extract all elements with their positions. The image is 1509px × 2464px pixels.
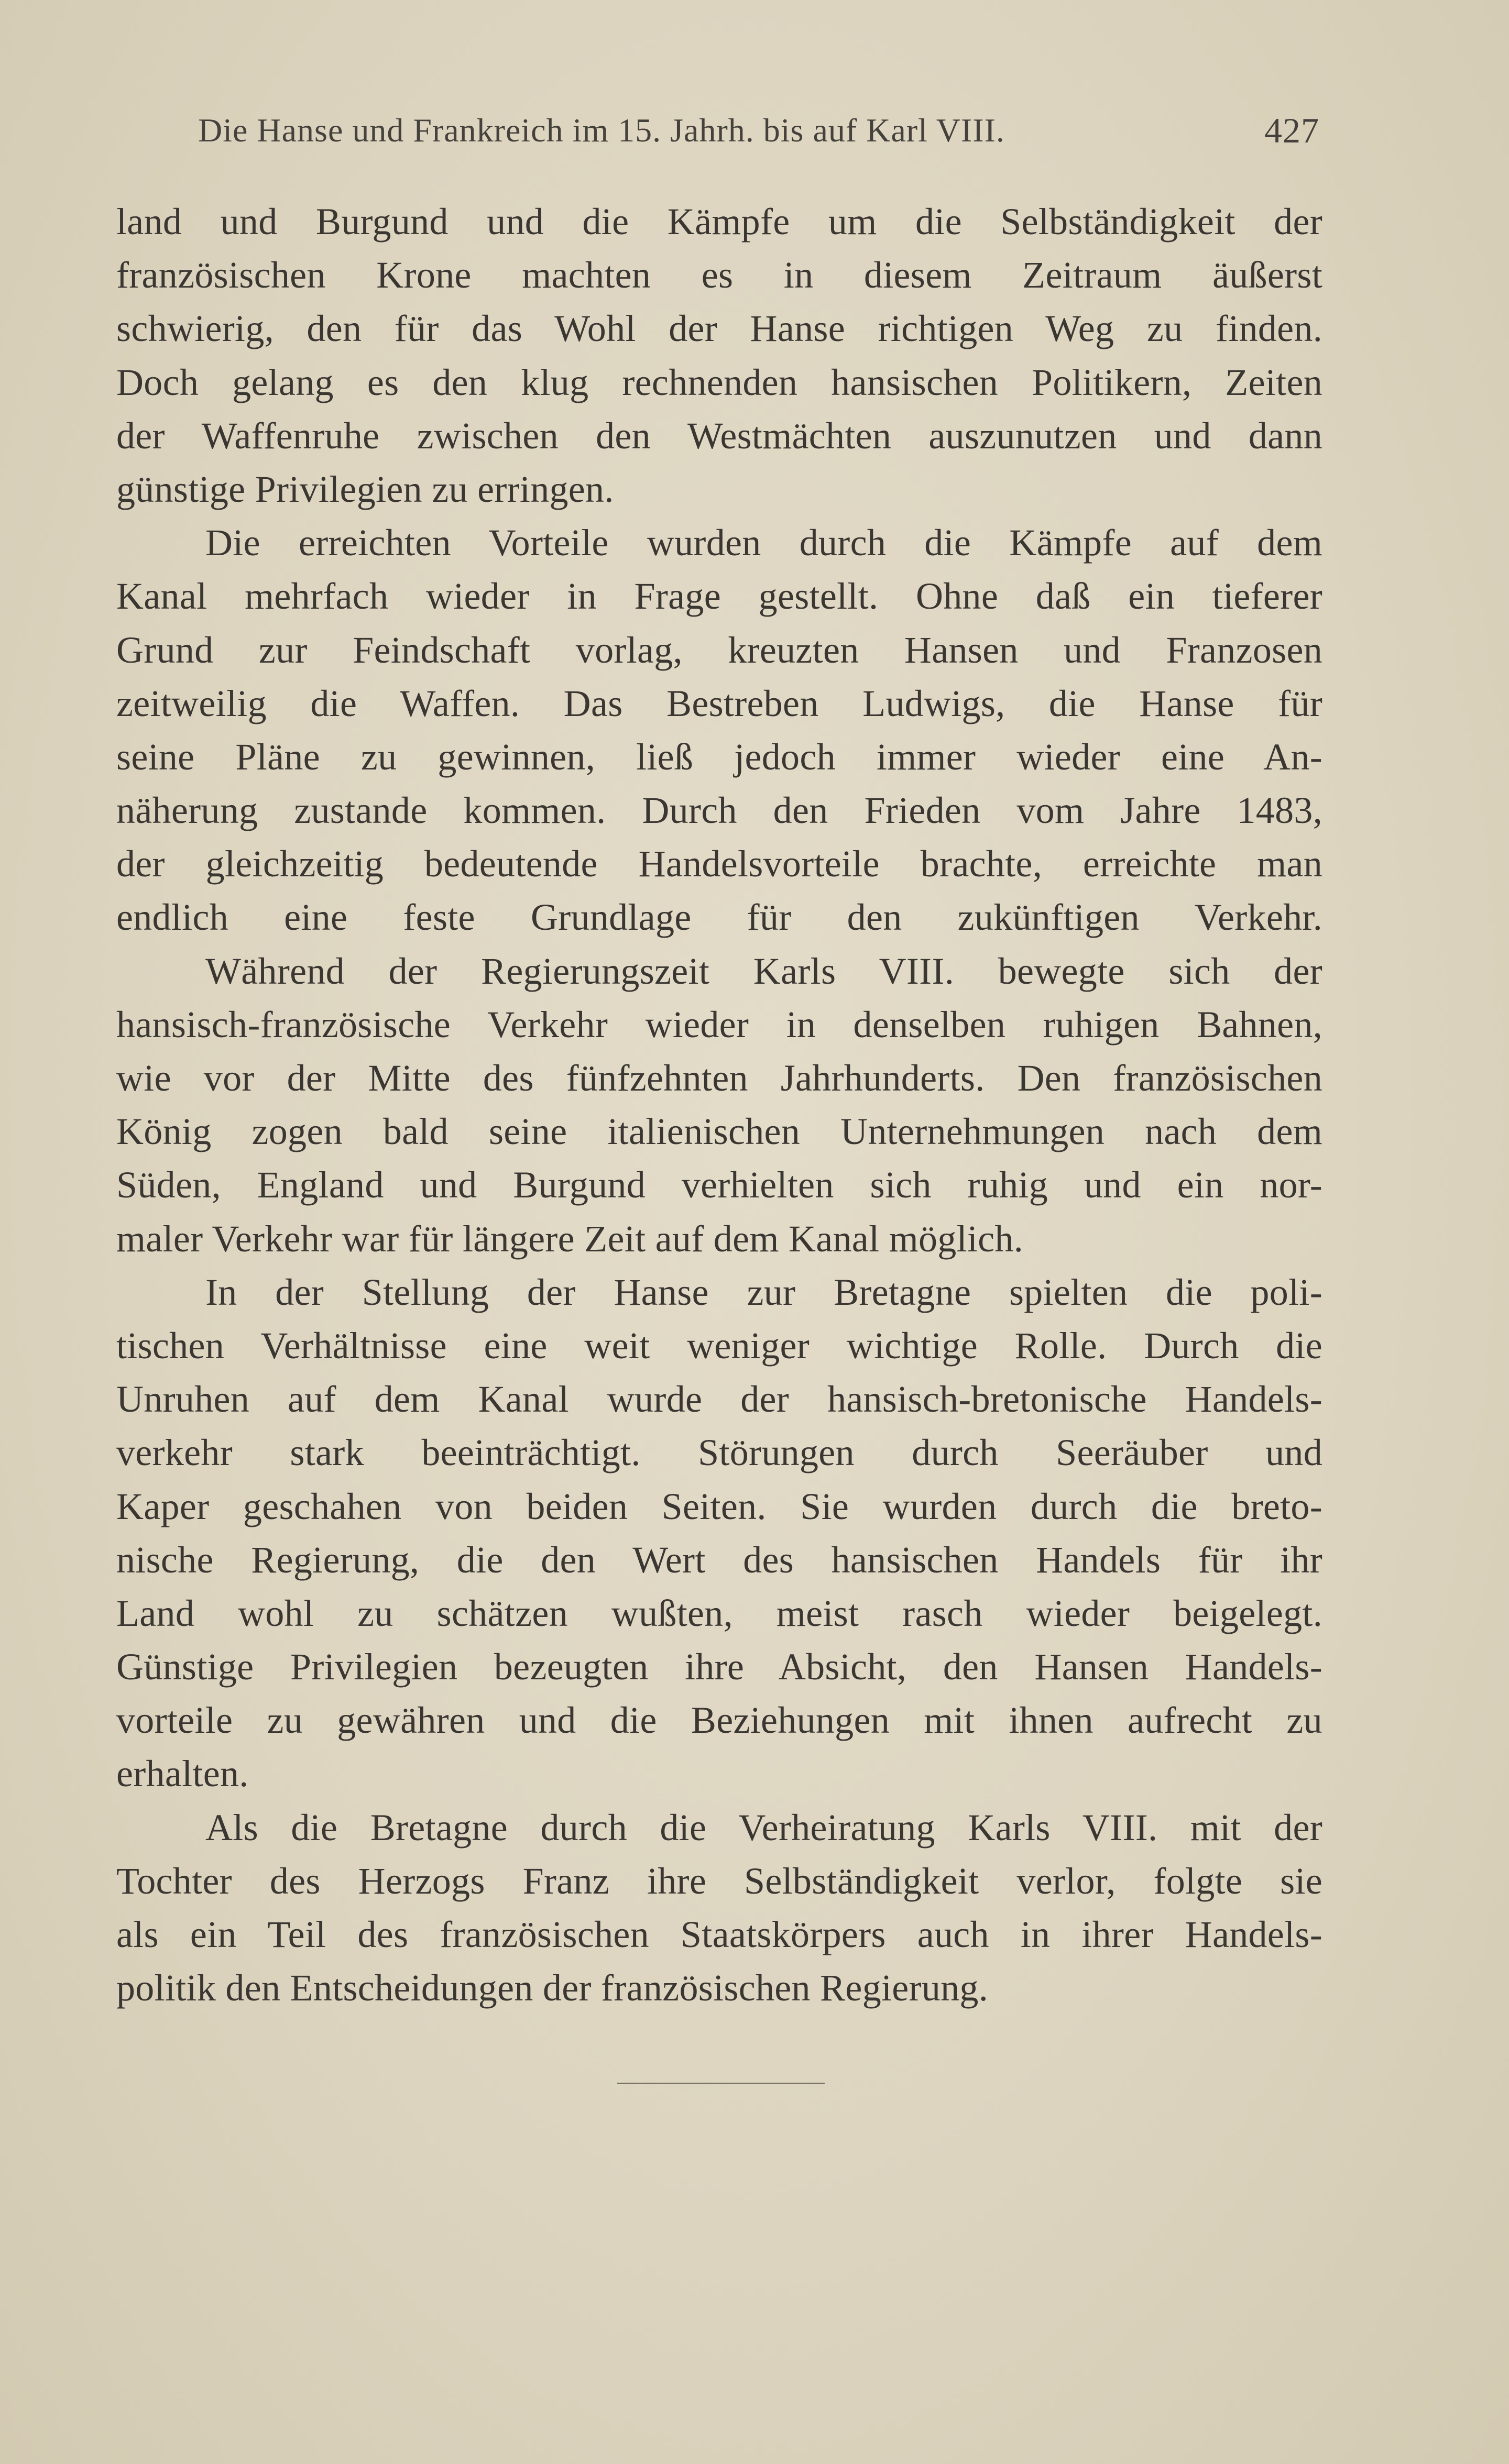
text-line: erhalten. — [116, 1753, 249, 1795]
text-line: hansisch-französische Verkehr wieder in denselben ruhigen Bahnen, — [116, 1003, 1322, 1046]
text-line: nische Regierung, die den Wert des hansischen Handels für ihr — [116, 1538, 1322, 1581]
text-line: land und Burgund und die Kämpfe um die Selbständigkeit der — [116, 201, 1322, 243]
text-line: Doch gelang es den klug rechnenden hansischen Politikern, Zeiten — [116, 361, 1322, 403]
text-line: französischen Krone machten es in diesem Zeitraum äußerst — [116, 254, 1322, 296]
text-line: endlich eine feste Grundlage für den zukünftigen Verkehr. — [116, 896, 1322, 939]
text-line: vorteile zu gewähren und die Beziehungen mit ihnen aufrecht zu — [116, 1699, 1322, 1742]
body-text — [116, 195, 1322, 2015]
text-line: verkehr stark beeinträchtigt. Störungen durch Seeräuber und — [116, 1432, 1322, 1474]
text-line: seine Pläne zu gewinnen, ließ jedoch immer wieder eine An- — [116, 735, 1322, 778]
text-line: günstige Privilegien zu erringen. — [116, 468, 614, 510]
running-header-title: Die Hanse und Frankreich im 15. Jahrh. bis auf Karl VIII. — [198, 112, 1005, 149]
text-line: Die erreichten Vorteile wurden durch die Kämpfe auf dem — [205, 522, 1322, 564]
text-line: wie vor der Mitte des fünfzehnten Jahrhunderts. Den französischen — [116, 1057, 1322, 1099]
text-line: Süden, England und Burgund verhielten sich ruhig und ein nor- — [116, 1164, 1322, 1206]
text-line: politik den Entscheidungen der französischen Regierung. — [116, 1967, 989, 2009]
text-line: Grund zur Feindschaft vorlag, kreuzten Hansen und Franzosen — [116, 629, 1322, 671]
text-line: als ein Teil des französischen Staatskörpers auch in ihrer Handels- — [116, 1913, 1322, 1955]
text-line: maler Verkehr war für längere Zeit auf dem Kanal möglich. — [116, 1217, 1024, 1260]
text-line: Unruhen auf dem Kanal wurde der hansisch-bretonische Handels- — [116, 1378, 1322, 1421]
text-line: In der Stellung der Hanse zur Bretagne spielten die poli- — [205, 1271, 1322, 1313]
section-end-rule — [617, 2083, 825, 2084]
text-line: der gleichzeitig bedeutende Handelsvorteile brachte, erreichte man — [116, 843, 1322, 885]
text-line: schwierig, den für das Wohl der Hanse richtigen Weg zu finden. — [116, 307, 1322, 350]
text-line: zeitweilig die Waffen. Das Bestreben Ludwigs, die Hanse für — [116, 682, 1322, 724]
text-line: Während der Regierungszeit Karls VIII. bewegte sich der — [205, 950, 1322, 992]
text-line: Kaper geschahen von beiden Seiten. Sie wurden durch die breto- — [116, 1485, 1322, 1527]
text-line: Land wohl zu schätzen wußten, meist rasch wieder beigelegt. — [116, 1592, 1322, 1634]
text-line: Kanal mehrfach wieder in Frage gestellt. Ohne daß ein tieferer — [116, 575, 1322, 618]
text-line: Als die Bretagne durch die Verheiratung Karls VIII. mit der — [205, 1806, 1322, 1849]
running-header — [198, 107, 1319, 154]
text-line: der Waffenruhe zwischen den Westmächten auszunutzen und dann — [116, 414, 1322, 457]
text-line: tischen Verhältnisse eine weit weniger wichtige Rolle. Durch die — [116, 1324, 1322, 1367]
text-line: Tochter des Herzogs Franz ihre Selbständigkeit verlor, folgte sie — [116, 1860, 1322, 1902]
text-line: König zogen bald seine italienischen Unternehmungen nach dem — [116, 1110, 1322, 1153]
page-number: 427 — [1264, 111, 1319, 150]
text-line: näherung zustande kommen. Durch den Frieden vom Jahre 1483, — [116, 789, 1322, 832]
text-line: Günstige Privilegien bezeugten ihre Absicht, den Hansen Handels- — [116, 1646, 1322, 1688]
